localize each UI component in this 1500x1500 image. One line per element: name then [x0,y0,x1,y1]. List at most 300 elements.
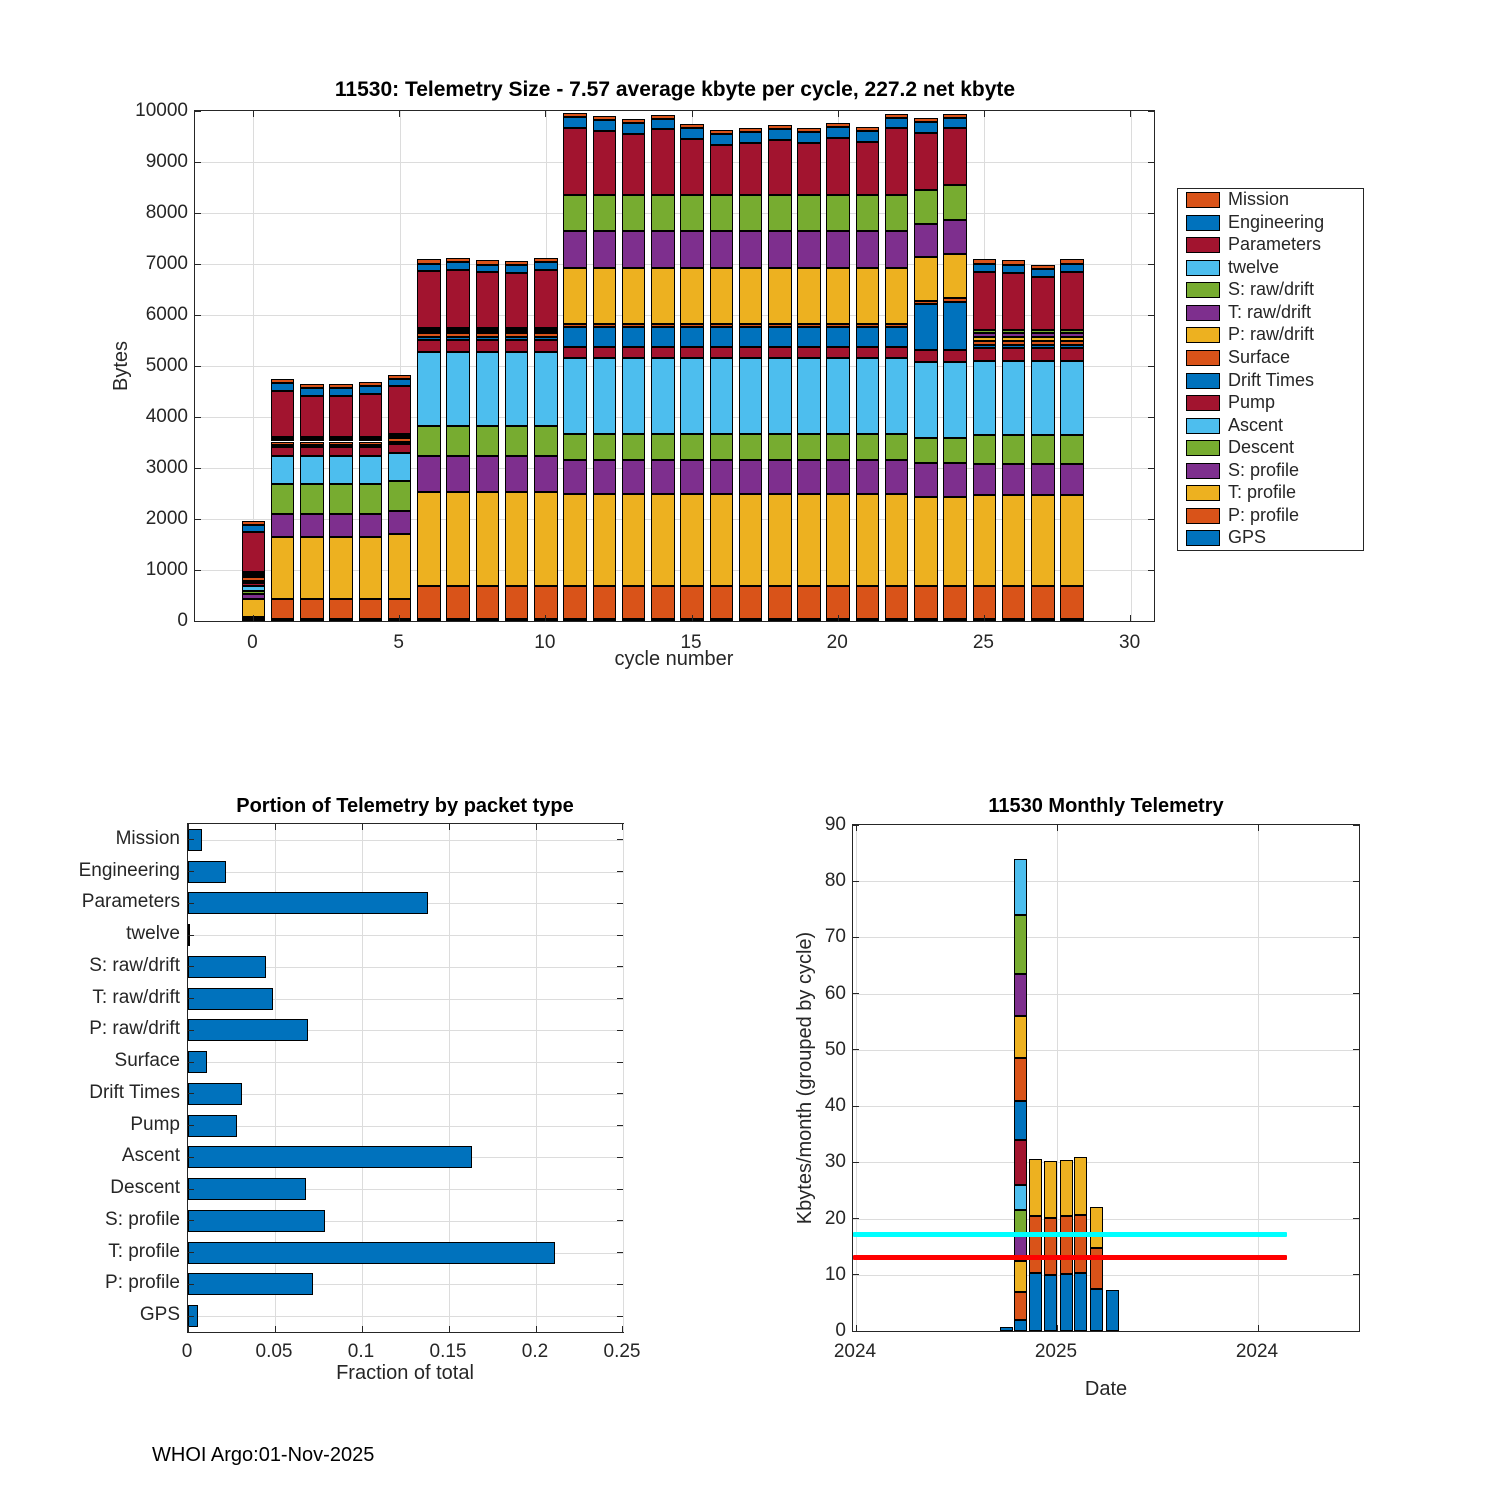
legend-swatch [1186,327,1220,343]
legend-item-s-profile [1178,460,1363,483]
legend-item-mission [1178,189,1363,212]
bar-segment-p-profile [1002,586,1026,619]
y-tick-label: 10000 [135,100,188,121]
bar-segment-t-raw-drift [1031,333,1055,337]
bar-segment-descent [388,481,412,512]
monthly-bar-segment [1044,1218,1057,1275]
bar-segment-ascent [505,352,529,426]
y-tick-label: 40 [824,1095,846,1117]
legend-swatch [1186,530,1220,546]
bar-segment-s-raw-drift [680,195,704,231]
x-tickmark [545,111,546,117]
bar-segment-engineering [973,264,997,272]
bar-segment-s-profile [388,511,412,533]
bar-segment-mission [768,125,792,129]
y-tickmark [188,1093,194,1094]
bar-segment-p-raw-drift [505,331,529,334]
legend-label: Parameters [1228,234,1322,255]
y-gridline [853,1106,1359,1107]
bar-segment-t-profile [505,492,529,586]
bar-segment-t-profile [563,494,587,587]
x-gridline [1131,111,1132,621]
bar-segment-s-profile [943,463,967,497]
telemetry-size-plot-area [194,110,1155,622]
bar-segment-s-raw-drift [1002,330,1026,333]
bar-segment-p-raw-drift [242,575,266,577]
bar-segment-drift-times [1002,345,1026,348]
bar-segment-pump [1002,348,1026,361]
y-tickmark [1148,621,1154,622]
y-tickmark [1148,315,1154,316]
bar-segment-p-raw-drift [914,257,938,300]
category-label-t-profile: T: profile [108,1240,180,1262]
y-tickmark [188,1157,194,1158]
y-tickmark [1148,417,1154,418]
y-tick-label: 30 [824,1151,846,1173]
monthly-bar-segment [1029,1273,1042,1331]
bar-segment-mission [300,384,324,388]
bar-segment-parameters [593,131,617,195]
legend-label: Engineering [1228,211,1325,232]
bar-segment-p-raw-drift [943,254,967,298]
category-label-p-profile: P: profile [105,1272,180,1294]
bar-segment-s-profile [856,460,880,494]
portion-bar-s-raw-drift [188,956,266,978]
x-tick-label: 10 [534,632,556,653]
y-tickmark [188,1062,194,1063]
bar-segment-drift-times [943,302,967,350]
x-tick-label: 0.1 [347,1341,375,1362]
x-tick-label: 2025 [1034,1341,1078,1362]
bar-segment-t-profile [885,494,909,587]
bar-segment-engineering [534,262,558,270]
bar-segment-p-raw-drift [797,268,821,324]
x-tick-label: 15 [680,632,702,653]
x-tickmark [1057,825,1058,831]
y-tickmark [617,1284,623,1285]
monthly-bar-segment [1014,1016,1027,1058]
bar-segment-parameters [242,532,266,572]
bar-segment-s-raw-drift [622,195,646,231]
bar-segment-pump [505,340,529,352]
x-tick-label: 0 [247,632,258,653]
bar-segment-s-raw-drift [885,195,909,231]
bar-segment-p-raw-drift [622,268,646,324]
bar-segment-ascent [710,358,734,434]
bar-segment-ascent [242,586,266,591]
legend-swatch [1186,463,1220,479]
x-tick-label: 20 [826,632,848,653]
bar-segment-drift-times [680,327,704,346]
y-tickmark [1148,366,1154,367]
legend-item-surface [1178,347,1363,370]
bar-segment-t-profile [710,494,734,587]
bar-segment-ascent [856,358,880,434]
category-label-pump: Pump [130,1113,180,1135]
bar-segment-mission [446,258,470,262]
bar-segment-surface [826,324,850,328]
bar-segment-drift-times [739,327,763,346]
bar-segment-s-profile [973,464,997,495]
bar-segment-engineering [622,123,646,134]
bar-segment-s-profile [593,460,617,494]
bar-segment-s-profile [359,514,383,536]
legend-item-ascent [1178,415,1363,438]
bar-segment-ascent [973,361,997,435]
mean-line-cyan [853,1232,1287,1237]
bar-segment-pump [943,350,967,362]
y-tickmark [1353,825,1359,826]
category-label-parameters: Parameters [81,891,180,913]
bar-segment-surface [973,341,997,345]
y-tickmark [195,417,201,418]
monthly-bar-segment [1014,1261,1027,1292]
bar-segment-p-profile [446,586,470,619]
telemetry-size-ylabel: Bytes [110,340,132,392]
bar-segment-s-profile [563,460,587,494]
bar-segment-descent [476,426,500,456]
y-gridline [188,1316,623,1317]
bar-segment-s-profile [797,460,821,494]
bar-segment-p-raw-drift [651,268,675,324]
bar-segment-s-profile [271,514,295,536]
monthly-bar-segment [1014,1140,1027,1185]
bar-segment-p-raw-drift [856,268,880,324]
bar-segment-engineering [593,120,617,131]
y-tick-label: 10 [824,1263,846,1285]
legend-label: Ascent [1228,414,1284,435]
bar-segment-parameters [417,271,441,328]
bar-segment-surface [885,324,909,328]
bar-segment-ascent [359,456,383,484]
bar-segment-engineering [856,131,880,142]
legend-item-p-profile [1178,505,1363,528]
bar-segment-drift-times [1060,345,1084,348]
x-tickmark [362,1326,363,1332]
bar-segment-parameters [359,394,383,437]
bar-segment-pump [329,447,353,457]
portion-bar-descent [188,1178,306,1200]
legend-item-twelve [1178,257,1363,280]
legend-label: Descent [1228,437,1295,458]
y-gridline [853,1275,1359,1276]
bar-segment-s-raw-drift [914,190,938,225]
y-tickmark [195,621,201,622]
bar-segment-drift-times [710,327,734,346]
legend-label: GPS [1228,527,1267,548]
bar-segment-surface [1060,341,1084,345]
bar-segment-s-profile [768,460,792,494]
y-tickmark [617,1125,623,1126]
bar-segment-descent [1031,435,1055,464]
telemetry-size-xlabel: cycle number [614,648,734,670]
y-tickmark [617,966,623,967]
bar-segment-p-profile [563,586,587,619]
bar-segment-t-profile [359,537,383,599]
bar-segment-engineering [359,386,383,394]
footer-text: WHOI Argo:01-Nov-2025 [152,1444,375,1466]
bar-segment-drift-times [856,327,880,346]
bar-segment-t-raw-drift [973,333,997,337]
monthly-bar-segment [1090,1207,1103,1247]
bar-segment-pump [914,350,938,362]
bar-segment-t-profile [1031,495,1055,587]
x-tickmark [856,1325,857,1331]
bar-segment-engineering [271,383,295,391]
y-tickmark [195,162,201,163]
y-tickmark [195,315,201,316]
legend-label: T: raw/drift [1228,301,1312,322]
y-tick-label: 0 [177,610,188,631]
y-tickmark [617,1062,623,1063]
bar-segment-parameters [914,133,938,190]
bar-segment-pump [973,348,997,361]
bar-segment-mission [826,123,850,127]
bar-segment-parameters [388,386,412,433]
bar-segment-engineering [417,264,441,272]
bar-segment-parameters [826,138,850,196]
bar-segment-engineering [446,262,470,270]
bar-segment-p-profile [417,586,441,619]
bar-segment-p-profile [1060,586,1084,619]
bar-segment-surface [271,442,295,446]
bar-segment-parameters [476,272,500,328]
x-tickmark [275,1326,276,1332]
x-tickmark [275,824,276,830]
bar-segment-engineering [1031,269,1055,277]
bar-segment-parameters [710,145,734,195]
bar-segment-descent [1002,435,1026,464]
bar-segment-p-profile [1031,586,1055,619]
bar-segment-engineering [943,118,967,129]
legend-item-gps [1178,527,1363,550]
legend-item-t-profile [1178,482,1363,505]
bar-segment-surface [739,324,763,328]
bar-segment-mission [739,128,763,132]
bar-segment-descent [534,426,558,456]
bar-segment-ascent [417,352,441,426]
x-tick-label: 0.05 [255,1341,293,1362]
bar-segment-p-raw-drift [446,331,470,334]
x-tickmark [838,615,839,621]
bar-segment-s-raw-drift [973,330,997,333]
bar-segment-descent [885,434,909,460]
portion-bar-s-profile [188,1210,325,1232]
bar-segment-p-raw-drift [826,268,850,324]
bar-segment-t-raw-drift [710,231,734,268]
bar-segment-s-raw-drift [943,185,967,220]
bar-segment-ascent [680,358,704,434]
bar-segment-mission [534,258,558,262]
y-tickmark [617,871,623,872]
monthly-bar-segment [1014,1320,1027,1331]
legend-item-s-raw-drift [1178,279,1363,302]
category-label-gps: GPS [139,1304,180,1326]
bar-segment-pump [710,347,734,359]
bar-segment-t-profile [973,495,997,587]
bar-segment-mission [973,259,997,263]
bar-segment-engineering [388,379,412,387]
y-tickmark [1353,937,1359,938]
y-tickmark [617,935,623,936]
legend-label: T: profile [1228,482,1297,503]
bar-segment-descent [271,484,295,515]
legend-label: Mission [1228,189,1290,209]
y-tick-label: 6000 [145,304,188,325]
bar-segment-drift-times [417,337,441,340]
bar-segment-s-profile [534,456,558,492]
y-tickmark [1353,1274,1359,1275]
x-tickmark [856,825,857,831]
x-tickmark [399,111,400,117]
bar-segment-engineering [680,128,704,139]
y-tick-label: 7000 [145,253,188,274]
bar-segment-p-profile [622,586,646,619]
x-tickmark [1258,825,1259,831]
bar-segment-t-raw-drift [1002,333,1026,337]
bar-segment-pump [242,583,266,586]
bar-segment-mission [1060,259,1084,263]
y-gridline [853,937,1359,938]
bar-segment-ascent [329,456,353,484]
bar-segment-pump [534,340,558,352]
bar-segment-ascent [388,453,412,481]
bar-segment-drift-times [885,327,909,346]
bar-segment-p-profile [943,586,967,619]
bar-segment-surface [1031,341,1055,345]
bar-segment-s-profile [1060,464,1084,495]
bar-segment-engineering [797,132,821,143]
category-label-s-raw-drift: S: raw/drift [89,954,180,976]
bar-segment-ascent [1002,361,1026,435]
bar-segment-surface [359,442,383,446]
y-tickmark [617,903,623,904]
y-tickmark [1148,468,1154,469]
y-tickmark [853,881,859,882]
bar-segment-descent [768,434,792,460]
bar-segment-parameters [1060,272,1084,331]
legend-swatch [1186,395,1220,411]
legend-swatch [1186,282,1220,298]
y-tickmark [1353,1049,1359,1050]
bar-segment-p-raw-drift [1060,337,1084,341]
x-tickmark [536,824,537,830]
y-tick-label: 90 [824,814,846,835]
monthly-bar-segment [1029,1216,1042,1273]
category-label-drift-times: Drift Times [89,1081,180,1103]
y-gridline [188,872,623,873]
x-tickmark [536,1326,537,1332]
x-tickmark [1057,1325,1058,1331]
monthly-bar-segment [1014,1058,1027,1100]
x-tickmark [622,1326,623,1332]
legend-item-p-raw-drift [1178,324,1363,347]
bar-segment-surface [914,301,938,305]
bar-segment-parameters [680,139,704,195]
bar-segment-t-profile [768,494,792,587]
bar-segment-mission [1031,265,1055,269]
bar-segment-parameters [943,128,967,185]
x-tickmark [984,111,985,117]
bar-segment-t-raw-drift [593,231,617,268]
bar-segment-surface [651,324,675,328]
bar-segment-descent [856,434,880,460]
bar-segment-pump [388,444,412,454]
bar-segment-p-profile [359,599,383,619]
y-tickmark [1353,881,1359,882]
y-gridline [188,840,623,841]
bar-segment-ascent [622,358,646,434]
y-tickmark [188,1125,194,1126]
bar-segment-engineering [329,388,353,396]
y-tickmark [853,1106,859,1107]
bar-segment-surface [856,324,880,328]
bar-segment-engineering [885,118,909,129]
y-tickmark [195,366,201,367]
y-tickmark [617,1189,623,1190]
bar-segment-t-raw-drift [943,220,967,254]
monthly-bar-segment [1014,1185,1027,1210]
x-tick-label: 0.25 [603,1341,641,1362]
bar-segment-drift-times [446,337,470,340]
bar-segment-mission [388,375,412,379]
bar-segment-t-profile [534,492,558,586]
bar-segment-parameters [885,128,909,195]
bar-segment-surface [622,324,646,328]
bar-segment-ascent [476,352,500,426]
bar-segment-t-profile [593,494,617,587]
bar-segment-s-profile [1031,464,1055,495]
portion-bar-ascent [188,1146,472,1168]
bar-segment-pump [417,340,441,352]
y-tickmark [195,570,201,571]
bar-segment-s-raw-drift [563,195,587,231]
bar-segment-engineering [1002,265,1026,273]
bar-segment-parameters [739,143,763,195]
bar-segment-pump [797,347,821,359]
y-tick-label: 3000 [145,457,188,478]
category-label-twelve: twelve [126,923,180,945]
bar-segment-drift-times [768,327,792,346]
bar-segment-t-profile [446,492,470,586]
y-gridline [853,994,1359,995]
legend-label: P: raw/drift [1228,324,1315,345]
y-tickmark [853,1218,859,1219]
bar-segment-engineering [242,525,266,532]
bar-segment-parameters [651,129,675,195]
y-tickmark [1353,1162,1359,1163]
monthly-bar-segment [1014,1210,1027,1232]
bar-segment-pump [563,347,587,359]
legend-swatch [1186,508,1220,524]
bar-segment-ascent [797,358,821,434]
bar-segment-mission [417,259,441,263]
bar-segment-t-raw-drift [826,231,850,268]
bar-segment-surface [943,298,967,302]
monthly-bar-segment [1074,1215,1087,1273]
bar-segment-t-raw-drift [563,231,587,268]
portion-bar-t-raw-drift [188,988,273,1010]
bar-segment-descent [973,435,997,464]
bar-segment-drift-times [651,327,675,346]
y-tickmark [617,839,623,840]
bar-segment-t-profile [680,494,704,587]
y-tickmark [617,1093,623,1094]
x-tick-label: 0.15 [429,1341,467,1362]
y-tickmark [1148,111,1154,112]
bar-segment-engineering [826,127,850,138]
bar-segment-p-raw-drift [680,268,704,324]
